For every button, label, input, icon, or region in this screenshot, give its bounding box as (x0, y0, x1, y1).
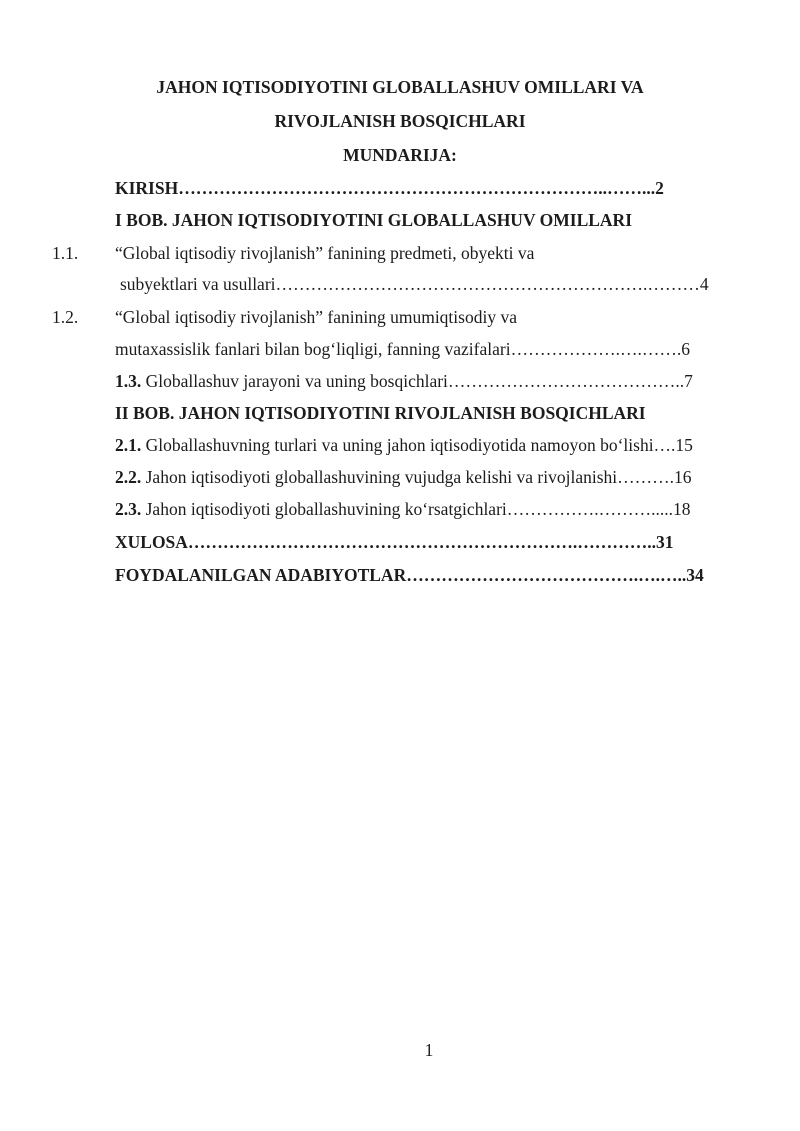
toc-section-1-1-number: 1.1. (52, 243, 79, 263)
toc-section-1-2-line-2: mutaxassislik fanlari bilan bog‘liqligi, fanning vazifalari……………….….…….6 (115, 339, 690, 359)
toc-section-1-2-number: 1.2. (52, 307, 79, 327)
toc-section-2-2-text: Jahon iqtisodiyoti globallashuvining vujudga kelishi va rivojlanishi……….16 (141, 467, 692, 487)
contents-heading: MUNDARIJA: (343, 145, 457, 165)
toc-section-1-3-text: Globallashuv jarayoni va uning bosqichlari…………………………………..7 (141, 371, 693, 391)
toc-section-2-3 (115, 499, 691, 519)
page-number: 1 (424, 1040, 434, 1060)
toc-entry-conclusion: XULOSA………………………………………………………….…………..31 (115, 532, 674, 552)
toc-section-1-3-number: 1.3. (115, 371, 142, 391)
toc-chapter-1: I BOB. JAHON IQTISODIYOTINI GLOBALLASHUV OMILLARI (115, 210, 633, 230)
toc-section-2-1-text: Globallashuvning turlari va uning jahon iqtisodiyotida namoyon bo‘lishi….15 (141, 435, 693, 455)
toc-section-1-1-line-1: “Global iqtisodiy rivojlanish” fanining predmeti, obyekti va (115, 243, 535, 263)
document-title-line-1: JAHON IQTISODIYOTINI GLOBALLASHUV OMILLARI VA (156, 77, 644, 97)
toc-entry-references: FOYDALANILGAN ADABIYOTLAR………………………………….….…..34 (115, 565, 704, 585)
toc-section-2-1 (115, 435, 693, 455)
toc-section-2-1-number: 2.1. (115, 435, 142, 455)
toc-section-2-2 (115, 467, 692, 487)
toc-section-1-2-line-1: “Global iqtisodiy rivojlanish” fanining umumiqtisodiy va (115, 307, 517, 327)
toc-entry-intro: KIRISH………………………………………………………………..……...2 (115, 178, 664, 198)
toc-section-2-2-number: 2.2. (115, 467, 142, 487)
toc-section-1-1-line-2: subyektlari va usullari……………………………………………………….………4 (120, 274, 709, 294)
toc-section-1-3 (115, 371, 693, 391)
toc-section-2-3-number: 2.3. (115, 499, 142, 519)
document-title-line-2: RIVOJLANISH BOSQICHLARI (274, 111, 526, 131)
toc-section-2-3-text: Jahon iqtisodiyoti globallashuvining ko‘rsatgichlari…………….……….....18 (141, 499, 691, 519)
toc-chapter-2: II BOB. JAHON IQTISODIYOTINI RIVOJLANISH BOSQICHLARI (115, 403, 646, 423)
